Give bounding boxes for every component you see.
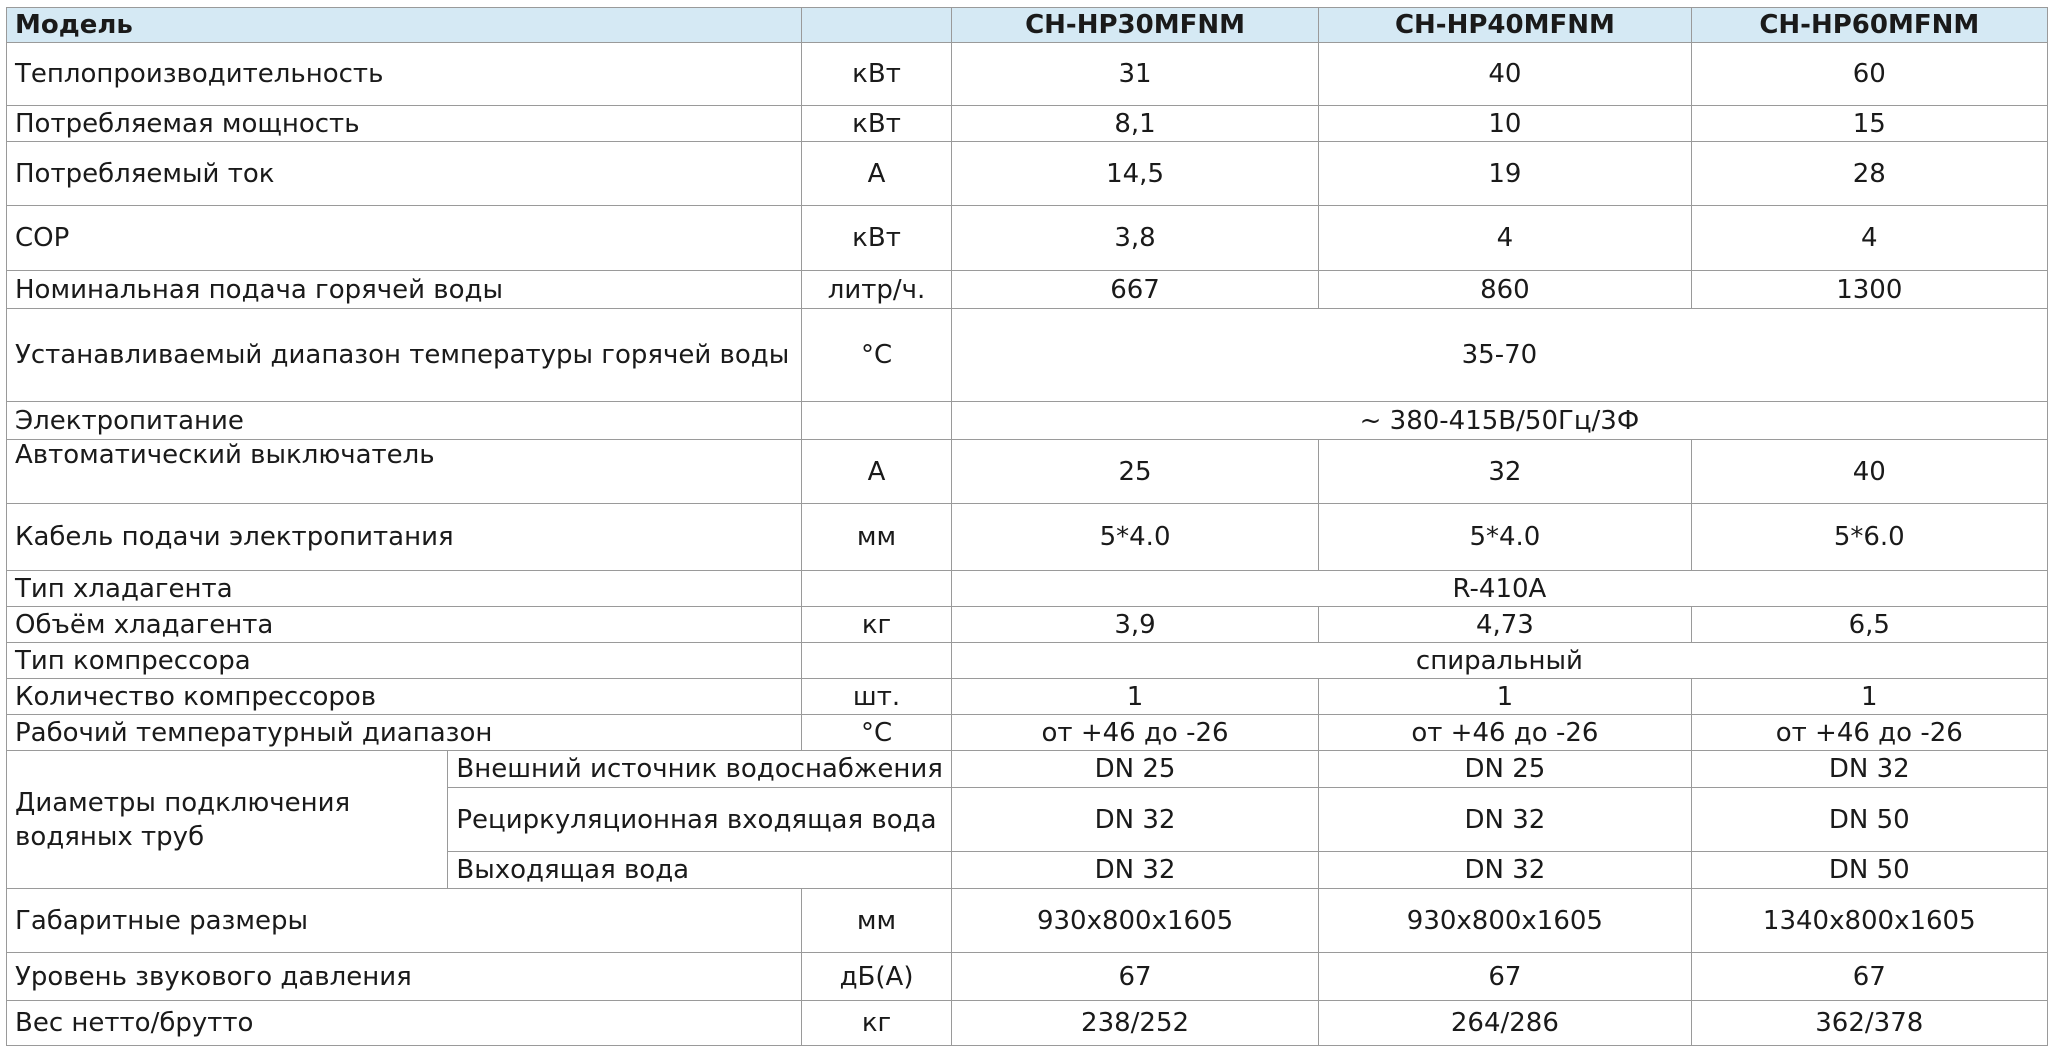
row-value: от +46 до -26 — [1319, 715, 1691, 751]
row-label: Вес нетто/брутто — [7, 1001, 802, 1046]
header-row — [7, 8, 2048, 43]
table-row — [7, 206, 2048, 271]
row-label: Тип хладагента — [7, 571, 802, 607]
row-unit: мм — [802, 504, 952, 571]
row-label: COP — [7, 206, 802, 271]
row-value: 860 — [1319, 271, 1691, 309]
row-unit: литр/ч. — [802, 271, 952, 309]
model-name: CH-HP60MFNM — [1691, 8, 2047, 43]
row-value: 19 — [1319, 142, 1691, 206]
row-value: 67 — [951, 953, 1318, 1001]
table-row — [7, 679, 2048, 715]
row-label: Номинальная подача горячей воды — [7, 271, 802, 309]
row-unit — [802, 571, 952, 607]
row-value: 6,5 — [1691, 607, 2047, 643]
merged-value: 35-70 — [951, 309, 2047, 402]
row-unit: кг — [802, 1001, 952, 1046]
row-value: 40 — [1319, 43, 1691, 106]
pipe-sub-label: Выходящая вода — [448, 852, 951, 889]
row-value: 8,1 — [951, 106, 1318, 142]
table-row — [7, 142, 2048, 206]
row-value: 28 — [1691, 142, 2047, 206]
row-label: Теплопроизводительность — [7, 43, 802, 106]
row-value: 1340x800x1605 — [1691, 889, 2047, 953]
row-value: DN 25 — [951, 751, 1318, 788]
row-label: Автоматический выключатель — [7, 440, 802, 504]
table-row — [7, 953, 2048, 1001]
table-row — [7, 440, 2048, 504]
table-row — [7, 571, 2048, 607]
row-value: DN 25 — [1319, 751, 1691, 788]
row-value: DN 50 — [1691, 852, 2047, 889]
row-value: 60 — [1691, 43, 2047, 106]
row-value: 1 — [1691, 679, 2047, 715]
row-unit — [802, 643, 952, 679]
row-value: 32 — [1319, 440, 1691, 504]
table-row — [7, 607, 2048, 643]
row-label: Потребляемая мощность — [7, 106, 802, 142]
row-unit: А — [802, 440, 952, 504]
table-row — [7, 271, 2048, 309]
row-value: 930x800x1605 — [1319, 889, 1691, 953]
row-value: 4 — [1691, 206, 2047, 271]
row-unit: шт. — [802, 679, 952, 715]
row-unit: °С — [802, 309, 952, 402]
row-unit: кВт — [802, 43, 952, 106]
row-unit: кВт — [802, 106, 952, 142]
unit-header — [802, 8, 952, 43]
row-label: Электропитание — [7, 402, 802, 440]
table-row — [7, 402, 2048, 440]
row-value: 15 — [1691, 106, 2047, 142]
row-unit: мм — [802, 889, 952, 953]
row-unit: кВт — [802, 206, 952, 271]
row-value: от +46 до -26 — [1691, 715, 2047, 751]
merged-value: ~ 380-415В/50Гц/3Ф — [951, 402, 2047, 440]
row-value: 25 — [951, 440, 1318, 504]
row-value: 362/378 — [1691, 1001, 2047, 1046]
row-value: 930x800x1605 — [951, 889, 1318, 953]
row-value: 67 — [1691, 953, 2047, 1001]
row-value: 40 — [1691, 440, 2047, 504]
table-row — [7, 43, 2048, 106]
table-row — [7, 504, 2048, 571]
model-header: Модель — [7, 8, 802, 43]
row-label: Уровень звукового давления — [7, 953, 802, 1001]
table-row — [7, 1001, 2048, 1046]
row-label: Потребляемый ток — [7, 142, 802, 206]
row-value: DN 32 — [1319, 788, 1691, 852]
row-value: DN 50 — [1691, 788, 2047, 852]
table-row — [7, 889, 2048, 953]
pipe-sub-label: Внешний источник водоснабжения — [448, 751, 951, 788]
row-value: 1 — [951, 679, 1318, 715]
row-value: DN 32 — [1691, 751, 2047, 788]
merged-value: R-410A — [951, 571, 2047, 607]
row-value: DN 32 — [1319, 852, 1691, 889]
table-row — [7, 106, 2048, 142]
row-label: Кабель подачи электропитания — [7, 504, 802, 571]
row-value: DN 32 — [951, 788, 1318, 852]
model-name: CH-HP30MFNM — [951, 8, 1318, 43]
row-label: Количество компрессоров — [7, 679, 802, 715]
row-value: 5*6.0 — [1691, 504, 2047, 571]
pipe-row — [7, 751, 2048, 788]
row-value: от +46 до -26 — [951, 715, 1318, 751]
row-value: 10 — [1319, 106, 1691, 142]
merged-value: спиральный — [951, 643, 2047, 679]
row-unit: кг — [802, 607, 952, 643]
row-value: 5*4.0 — [1319, 504, 1691, 571]
row-value: 1 — [1319, 679, 1691, 715]
row-value: 238/252 — [951, 1001, 1318, 1046]
row-value: 67 — [1319, 953, 1691, 1001]
row-unit: °С — [802, 715, 952, 751]
table-row — [7, 643, 2048, 679]
row-label: Габаритные размеры — [7, 889, 802, 953]
row-unit: дБ(А) — [802, 953, 952, 1001]
row-label: Тип компрессора — [7, 643, 802, 679]
row-value: 31 — [951, 43, 1318, 106]
row-value: 667 — [951, 271, 1318, 309]
table-row — [7, 715, 2048, 751]
row-value: 4,73 — [1319, 607, 1691, 643]
row-label: Устанавливаемый диапазон температуры горячей воды — [7, 309, 802, 402]
model-name: CH-HP40MFNM — [1319, 8, 1691, 43]
row-value: 14,5 — [951, 142, 1318, 206]
pipes-label: Диаметры подключения водяных труб — [7, 751, 448, 889]
row-label: Объём хладагента — [7, 607, 802, 643]
row-unit: А — [802, 142, 952, 206]
row-value: 1300 — [1691, 271, 2047, 309]
row-value: 264/286 — [1319, 1001, 1691, 1046]
row-value: 3,8 — [951, 206, 1318, 271]
row-value: 3,9 — [951, 607, 1318, 643]
spec-table — [6, 7, 2048, 1046]
row-value: 5*4.0 — [951, 504, 1318, 571]
row-value: 4 — [1319, 206, 1691, 271]
row-unit — [802, 402, 952, 440]
pipe-sub-label: Рециркуляционная входящая вода — [448, 788, 951, 852]
row-label: Рабочий температурный диапазон — [7, 715, 802, 751]
row-value: DN 32 — [951, 852, 1318, 889]
table-row — [7, 309, 2048, 402]
